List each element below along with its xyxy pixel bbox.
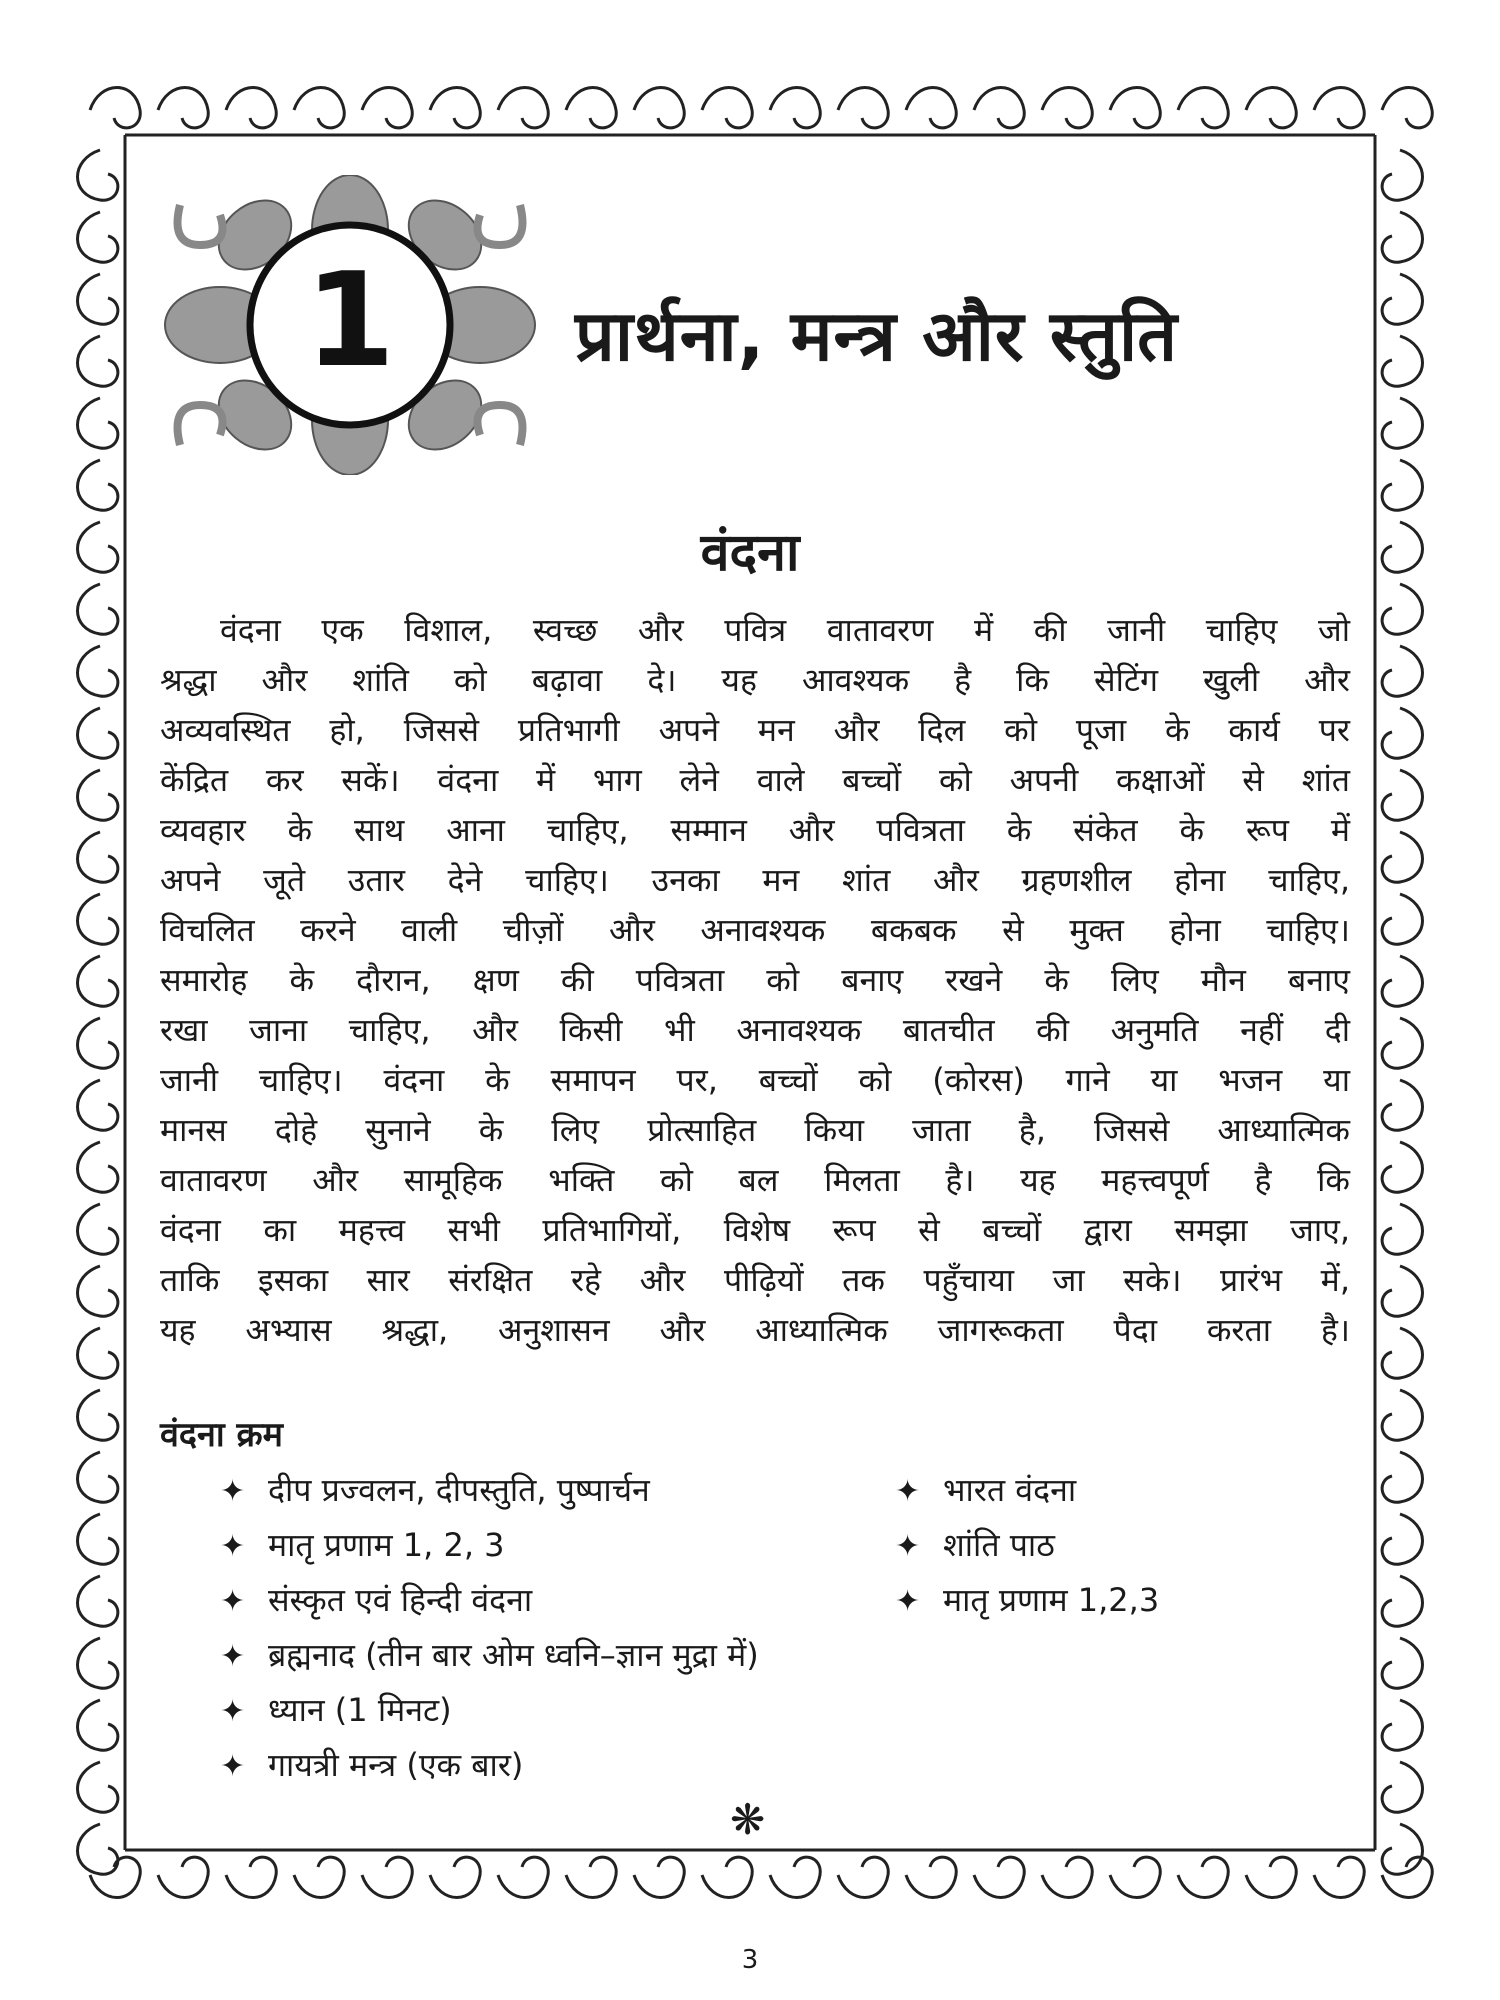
body-line: यह अभ्यास श्रद्धा, अनुशासन और आध्यात्मिक जागरूकता पैदा करता है। xyxy=(160,1311,1350,1349)
order-heading: वंदना क्रम xyxy=(160,1415,283,1455)
body-line: जानी चाहिए। वंदना के समापन पर, बच्चों को (कोरस) गाने या भजन या xyxy=(160,1061,1350,1099)
star-bullet-icon: ✦ xyxy=(220,1584,246,1619)
list-item: ✦ ब्रह्मनाद (तीन बार ओम ध्वनि–ज्ञान मुद्रा में) xyxy=(220,1630,759,1680)
page-number: 3 xyxy=(741,1945,759,1975)
body-line: रखा जाना चाहिए, और किसी भी अनावश्यक बातचीत की अनुमति नहीं दी xyxy=(160,1011,1350,1049)
body-line: मानस दोहे सुनाने के लिए प्रोत्साहित किया जाता है, जिससे आध्यात्मिक xyxy=(160,1111,1350,1149)
star-bullet-icon: ✦ xyxy=(220,1639,246,1674)
list-item: ✦ दीप प्रज्वलन, दीपस्तुति, पुष्पार्चन xyxy=(220,1465,650,1515)
star-bullet-icon: ✦ xyxy=(895,1529,921,1564)
body-line: व्यवहार के साथ आना चाहिए, सम्मान और पवित्रता के संकेत के रूप में xyxy=(160,811,1350,849)
star-bullet-icon: ✦ xyxy=(220,1529,246,1564)
chapter-badge xyxy=(160,175,540,475)
chapter-number: 1 xyxy=(304,244,396,396)
list-item: ✦ मातृ प्रणाम 1, 2, 3 xyxy=(220,1520,505,1570)
list-item: ✦ भारत वंदना xyxy=(895,1465,1076,1515)
body-line: अव्यवस्थित हो, जिससे प्रतिभागी अपने मन और दिल को पूजा के कार्य पर xyxy=(160,711,1350,749)
list-item: ✦ संस्कृत एवं हिन्दी वंदना xyxy=(220,1575,532,1625)
star-bullet-icon: ✦ xyxy=(220,1474,246,1509)
star-bullet-icon: ✦ xyxy=(220,1694,246,1729)
body-line: केंद्रित कर सकें। वंदना में भाग लेने वाले बच्चों को अपनी कक्षाओं से शांत xyxy=(160,761,1350,799)
chapter-title: प्रार्थना, मन्त्र और स्तुति xyxy=(575,295,1179,377)
body-line: वातावरण और सामूहिक भक्ति को बल मिलता है। यह महत्त्वपूर्ण है कि xyxy=(160,1161,1350,1199)
body-line: ताकि इसका सार संरक्षित रहे और पीढ़ियों तक पहुँचाया जा सके। प्रारंभ में, xyxy=(160,1261,1350,1299)
list-item: ✦ ध्यान (1 मिनट) xyxy=(220,1685,452,1735)
end-asterisk-icon: ❋ xyxy=(730,1795,766,1844)
body-paragraph xyxy=(160,605,1350,1355)
list-item: ✦ गायत्री मन्त्र (एक बार) xyxy=(220,1740,523,1790)
list-item: ✦ शांति पाठ xyxy=(895,1520,1055,1570)
body-line: श्रद्धा और शांति को बढ़ावा दे। यह आवश्यक है कि सेटिंग खुली और xyxy=(160,661,1350,699)
body-line: वंदना का महत्त्व सभी प्रतिभागियों, विशेष रूप से बच्चों द्वारा समझा जाए, xyxy=(160,1211,1350,1249)
body-line: विचलित करने वाली चीज़ों और अनावश्यक बकबक से मुक्त होना चाहिए। xyxy=(160,911,1350,949)
list-item: ✦ मातृ प्रणाम 1,2,3 xyxy=(895,1575,1159,1625)
body-line: समारोह के दौरान, क्षण की पवित्रता को बनाए रखने के लिए मौन बनाए xyxy=(160,961,1350,999)
star-bullet-icon: ✦ xyxy=(220,1749,246,1784)
section-heading: वंदना xyxy=(700,523,800,583)
body-line: अपने जूते उतार देने चाहिए। उनका मन शांत और ग्रहणशील होना चाहिए, xyxy=(160,861,1350,899)
star-bullet-icon: ✦ xyxy=(895,1584,921,1619)
body-line: वंदना एक विशाल, स्वच्छ और पवित्र वातावरण में की जानी चाहिए जो xyxy=(220,611,1350,649)
star-bullet-icon: ✦ xyxy=(895,1474,921,1509)
